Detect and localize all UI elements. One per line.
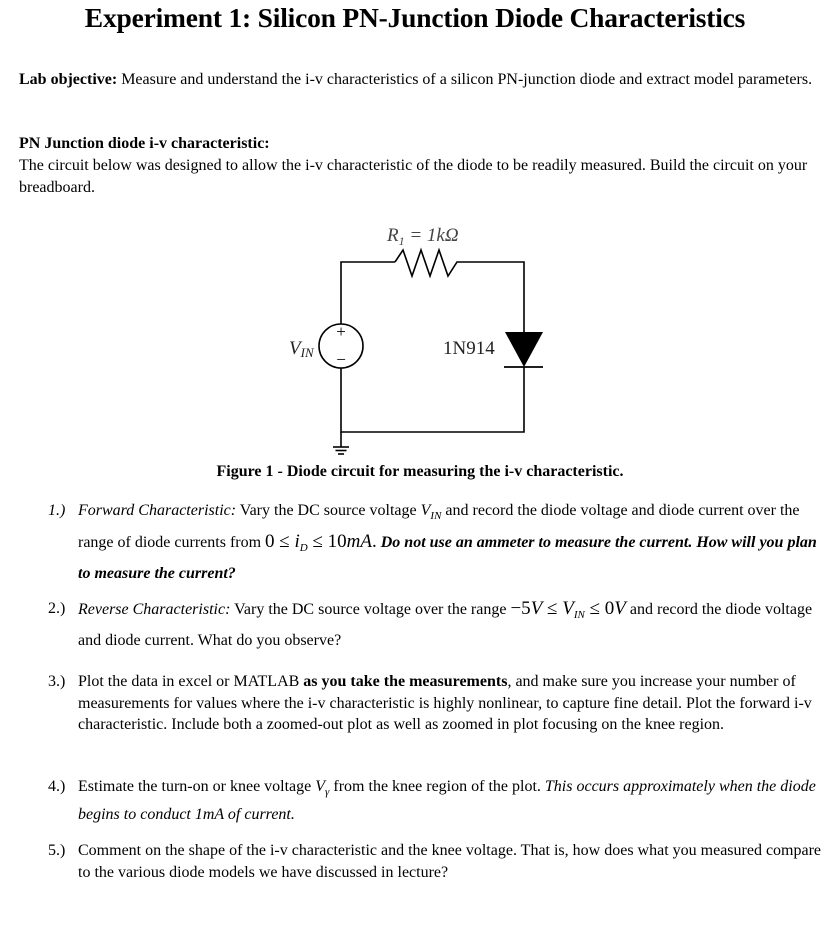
item-text: from the knee region of the plot.	[329, 778, 545, 795]
item-number: 2.)	[48, 600, 66, 617]
item-text: Estimate the turn-on or knee voltage	[78, 778, 316, 795]
item-lead: Reverse Characteristic:	[78, 601, 231, 618]
var-vgamma: $V_\gamma$	[315, 778, 330, 798]
plus-sign: +	[336, 322, 346, 341]
math-voltage-range: $-5V \le V_{IN} \le 0V$	[510, 598, 626, 621]
list-item-knee	[48, 776, 823, 825]
resistor-label: $R_1 = 1k\Omega$	[387, 225, 459, 248]
item-text: Plot the data in excel or MATLAB	[78, 673, 304, 690]
wire-top-right	[462, 262, 524, 332]
item-text: , and make sure you increase your number of measurements for values where the i-v characteristic is highly nonlinear, to capture fine detail. Plot the forward i-v characteristic. Include both a zoomed-out plot as well as zoomed in plot focusing on the knee region.	[78, 673, 812, 733]
item-number: 5.)	[48, 842, 66, 859]
lab-objective-label: Lab objective:	[19, 71, 118, 88]
item-bold: as you take the measurements	[303, 673, 508, 690]
item-number: 3.)	[48, 673, 66, 690]
item-emphasis: Do not use an ammeter to measure the current. How will you plan to measure the current?	[78, 534, 817, 582]
item-text: Vary the DC source voltage	[236, 502, 421, 519]
list-item-forward	[48, 498, 823, 587]
item-number: 1.)	[48, 502, 66, 519]
minus-sign: −	[336, 350, 346, 369]
item-number: 4.)	[48, 778, 66, 795]
wire-bottom	[341, 367, 524, 432]
diode-label: 1N914	[443, 338, 495, 359]
figure-caption: Figure 1 - Diode circuit for measuring the i-v characteristic.	[216, 463, 624, 480]
resistor-r1	[395, 250, 462, 276]
diode-icon	[505, 332, 543, 367]
item-text: and record the diode voltage and diode current. What do you observe?	[78, 601, 813, 649]
ground-icon	[333, 447, 349, 454]
list-item-plot	[48, 671, 823, 736]
item-italic: This occurs approximately when the diode begins to conduct 1mA of current.	[78, 778, 816, 823]
wire-top-left	[341, 262, 395, 324]
section-heading: PN Junction diode i-v characteristic:	[19, 135, 270, 152]
item-text: and record the diode voltage and diode current over the range of diode currents from	[78, 502, 800, 551]
item-text: Comment on the shape of the i-v characteristic and the knee voltage. That is, how does what you measured compare to the various diode models we have discussed in lecture?	[78, 842, 822, 881]
var-vin: $V_{IN}$	[420, 502, 442, 522]
section-text: The circuit below was designed to allow the i-v characteristic of the diode to be readily measured. Build the circuit on your breadboard.	[19, 157, 808, 196]
page-title: Experiment 1: Silicon PN-Junction Diode Characteristics	[84, 2, 746, 33]
lab-objective-text: Measure and understand the i-v characteristics of a silicon PN-junction diode and extract model parameters.	[117, 71, 813, 88]
math-current-range: $0 \le i_D \le 10mA$.	[265, 531, 377, 554]
item-lead: Forward Characteristic:	[78, 502, 237, 519]
item-text: Vary the DC source voltage over the range	[230, 601, 511, 618]
list-item-reverse	[48, 596, 823, 654]
source-label: VIN	[289, 338, 314, 360]
list-item-comment	[48, 840, 823, 883]
